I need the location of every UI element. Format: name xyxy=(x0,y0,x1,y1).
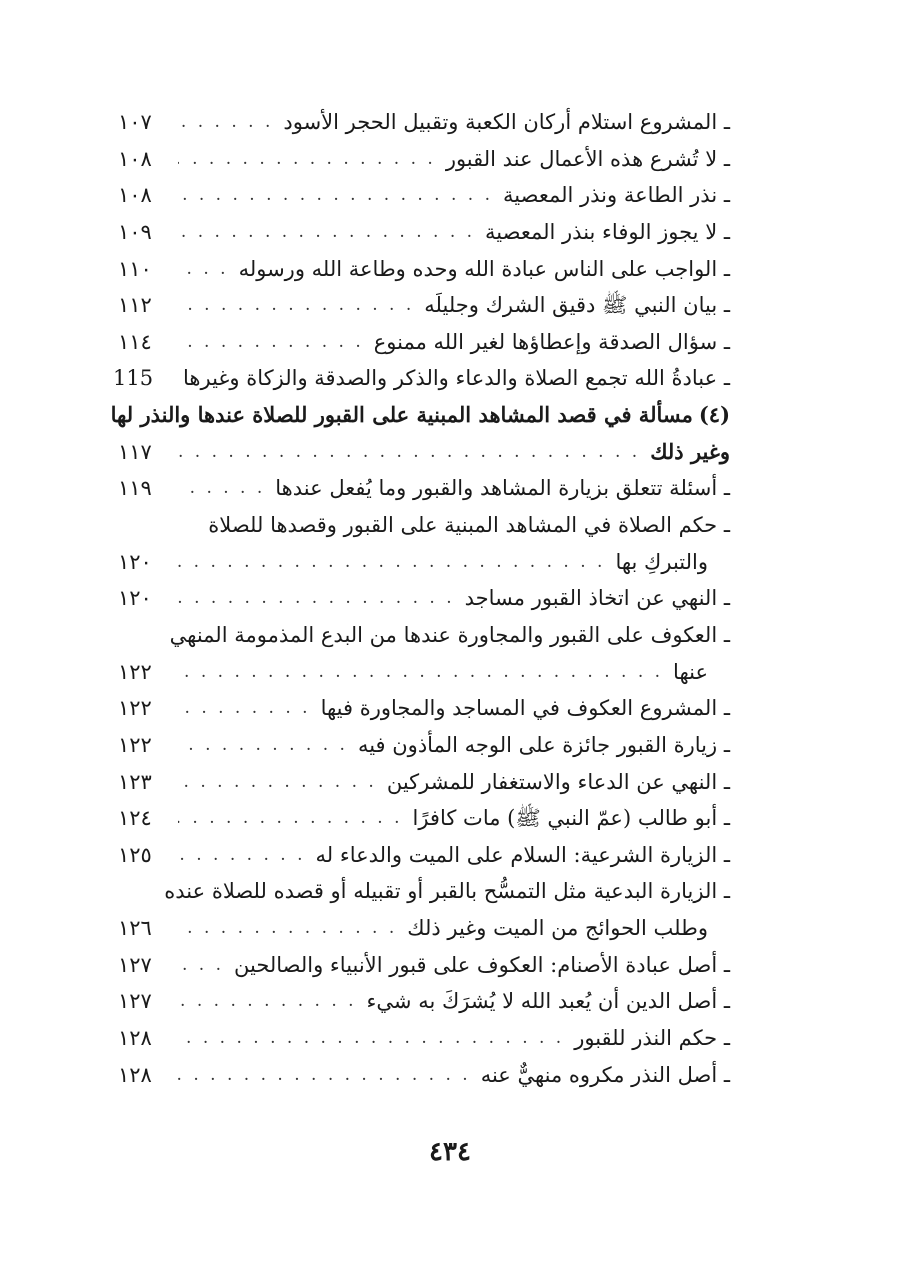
toc-line xyxy=(118,1057,730,1094)
toc-entry-title: ـ بيان النبي ﷺ دقيق الشرك وجليلَه xyxy=(424,293,730,318)
toc-entry xyxy=(118,1057,730,1094)
toc-entry xyxy=(118,764,730,801)
toc-page-number: ١٢٠ xyxy=(118,549,152,574)
toc-entry-title: عنها xyxy=(673,659,708,684)
toc-line xyxy=(118,104,730,141)
toc-line xyxy=(118,690,730,727)
toc-entry-title: ـ سؤال الصدقة وإعطاؤها لغير الله ممنوع xyxy=(373,329,730,354)
toc-entry-title: ـ الزيارة البدعية مثل التمسُّح بالقبر أو تقبيله أو قصده للصلاة عنده xyxy=(164,879,730,904)
toc-section-entry xyxy=(110,397,730,470)
toc-line xyxy=(113,360,730,397)
toc-entry-title: والتبركِ بها xyxy=(615,549,708,574)
toc-entry xyxy=(118,141,730,178)
toc-line xyxy=(118,837,730,874)
toc-line xyxy=(118,214,730,251)
dot-leader xyxy=(178,580,455,617)
dot-leader xyxy=(178,1057,471,1094)
toc-page-number: ١١٩ xyxy=(118,476,152,501)
dot-leader xyxy=(178,690,311,727)
toc-page-number: ١٠٧ xyxy=(118,110,152,134)
toc-page-number: ١٢٨ xyxy=(118,1062,152,1087)
toc-page-number: ١٢٧ xyxy=(118,989,152,1014)
toc-entry-title: وغير ذلك xyxy=(650,438,730,464)
toc-page-number: ١٢٨ xyxy=(118,1026,152,1051)
toc-page-number: ١٠٨ xyxy=(118,146,152,171)
dot-leader xyxy=(178,837,305,874)
toc-line xyxy=(118,910,730,947)
toc-line xyxy=(110,397,730,434)
toc-line xyxy=(118,434,730,471)
toc-entry-title: ـ نذر الطاعة ونذر المعصية xyxy=(503,183,730,208)
dot-leader xyxy=(178,764,377,801)
toc-page-number: 115 xyxy=(113,366,154,391)
toc-line xyxy=(118,617,730,654)
toc-page-number: ١٢٢ xyxy=(118,732,152,757)
toc-page-number: ١٢٥ xyxy=(118,842,152,867)
toc-page-number: ١٢٢ xyxy=(118,659,152,684)
toc-line xyxy=(118,507,730,544)
dot-leader xyxy=(178,910,397,947)
dot-leader xyxy=(178,434,640,471)
toc-page-number: ١١٤ xyxy=(118,329,152,354)
dot-leader xyxy=(178,251,229,288)
toc-entry xyxy=(118,947,730,984)
dot-leader xyxy=(178,1020,564,1057)
toc-page-number: ١٠٨ xyxy=(118,183,152,208)
toc-entry-title: ـ زيارة القبور جائزة على الوجه المأذون فيه xyxy=(357,732,730,757)
toc-entry-title: ـ الزيارة الشرعية: السلام على الميت والدعاء له xyxy=(315,842,730,867)
toc-line xyxy=(118,764,730,801)
toc-entry-title: وطلب الحوائج من الميت وغير ذلك xyxy=(407,916,708,941)
toc-entry xyxy=(118,507,730,580)
toc-entry-title: ـ العكوف على القبور والمجاورة عندها من البدع المذمومة المنهي xyxy=(169,622,730,647)
toc-line xyxy=(118,470,730,507)
toc-page-number: ١٠٩ xyxy=(118,219,152,244)
toc-line xyxy=(118,324,730,361)
dot-leader xyxy=(178,141,436,178)
toc-line xyxy=(118,873,730,910)
toc-line xyxy=(118,544,730,581)
toc-entry xyxy=(118,690,730,727)
dot-leader xyxy=(178,544,605,581)
toc-line xyxy=(118,1020,730,1057)
toc-line xyxy=(118,580,730,617)
dot-leader xyxy=(178,177,493,214)
toc-page-number: ١١٢ xyxy=(118,293,152,318)
dot-leader xyxy=(178,983,357,1020)
toc-entry xyxy=(118,837,730,874)
toc-line xyxy=(118,287,730,324)
dot-leader xyxy=(178,727,348,764)
toc-entry-title: ـ أصل عبادة الأصنام: العكوف على قبور الأنبياء والصالحين xyxy=(234,952,730,977)
toc-line xyxy=(118,141,730,178)
toc-entry-title: ـ أسئلة تتعلق بزيارة المشاهد والقبور وما يُفعل عندها xyxy=(275,476,730,501)
toc-entry-title: ـ النهي عن اتخاذ القبور مساجد xyxy=(464,586,730,611)
toc-entry-title: ـ لا يجوز الوفاء بنذر المعصية xyxy=(485,219,730,244)
toc-entry xyxy=(118,214,730,251)
toc-page-number: ١٢٧ xyxy=(118,952,152,977)
section-number: (٤) xyxy=(698,402,730,428)
toc-entry xyxy=(118,287,730,324)
toc-entry xyxy=(118,580,730,617)
toc-page-number: ١١٧ xyxy=(118,439,152,464)
toc-entry xyxy=(118,251,730,288)
toc-entry-title: ـ أبو طالب (عمّ النبي ﷺ) مات كافرًا xyxy=(412,806,730,831)
toc-line xyxy=(118,983,730,1020)
toc-page-number: ١٢٤ xyxy=(118,806,152,831)
toc-line xyxy=(118,947,730,984)
toc-page-number: ١٢٢ xyxy=(118,696,152,721)
table-of-contents xyxy=(110,104,730,1093)
toc-line xyxy=(118,727,730,764)
toc-entry-title: ـ أصل النذر مكروه منهيٌّ عنه xyxy=(480,1062,730,1087)
dot-leader xyxy=(178,800,403,837)
toc-page-number: ١٢٠ xyxy=(118,586,152,611)
toc-line xyxy=(118,251,730,288)
toc-entry-title: ـ عبادةُ الله تجمع الصلاة والدعاء والذكر والصدقة والزكاة وغيرها xyxy=(183,366,730,391)
toc-entry-title: ـ المشروع العكوف في المساجد والمجاورة فيها xyxy=(320,696,730,721)
page-number: ٤٣٤ xyxy=(429,1137,471,1167)
toc-entry-title: ـ المشروع استلام أركان الكعبة وتقبيل الحجر الأسود xyxy=(283,110,730,134)
toc-entry xyxy=(118,727,730,764)
dot-leader xyxy=(178,947,224,984)
toc-entry xyxy=(113,360,730,397)
toc-entry-title: ـ النهي عن الدعاء والاستغفار للمشركين xyxy=(386,769,730,794)
toc-line xyxy=(118,800,730,837)
dot-leader xyxy=(178,470,265,507)
toc-entry xyxy=(118,800,730,837)
toc-line xyxy=(118,654,730,691)
toc-entry xyxy=(118,1020,730,1057)
toc-entry xyxy=(118,617,730,690)
dot-leader xyxy=(178,654,663,691)
toc-entry xyxy=(118,177,730,214)
toc-entry xyxy=(118,983,730,1020)
toc-entry-title: ـ حكم الصلاة في المشاهد المبنية على القبور وقصدها للصلاة xyxy=(208,513,730,538)
toc-entry-title: ـ لا تُشرع هذه الأعمال عند القبور xyxy=(445,146,730,171)
dot-leader xyxy=(178,214,475,251)
toc-entry xyxy=(118,470,730,507)
dot-leader xyxy=(178,324,364,361)
toc-entry-title: مسألة في قصد المشاهد المبنية على القبور للصلاة عندها والنذر لها xyxy=(110,402,693,428)
toc-page-number: ١٢٣ xyxy=(118,769,152,794)
toc-entry xyxy=(118,873,730,946)
toc-entry-title: ـ أصل الدين أن يُعبد الله لا يُشرَكَ به شيء xyxy=(366,989,730,1014)
dot-leader xyxy=(178,104,273,141)
toc-entry-title: ـ الواجب على الناس عبادة الله وحده وطاعة الله ورسوله xyxy=(238,256,730,281)
dot-leader xyxy=(178,287,414,324)
toc-page-number: ١٢٦ xyxy=(118,916,152,941)
toc-entry xyxy=(118,104,730,141)
toc-line xyxy=(118,177,730,214)
toc-page-number: ١١٠ xyxy=(118,256,152,281)
toc-entry xyxy=(118,324,730,361)
toc-entry-title: ـ حكم النذر للقبور xyxy=(574,1026,730,1051)
